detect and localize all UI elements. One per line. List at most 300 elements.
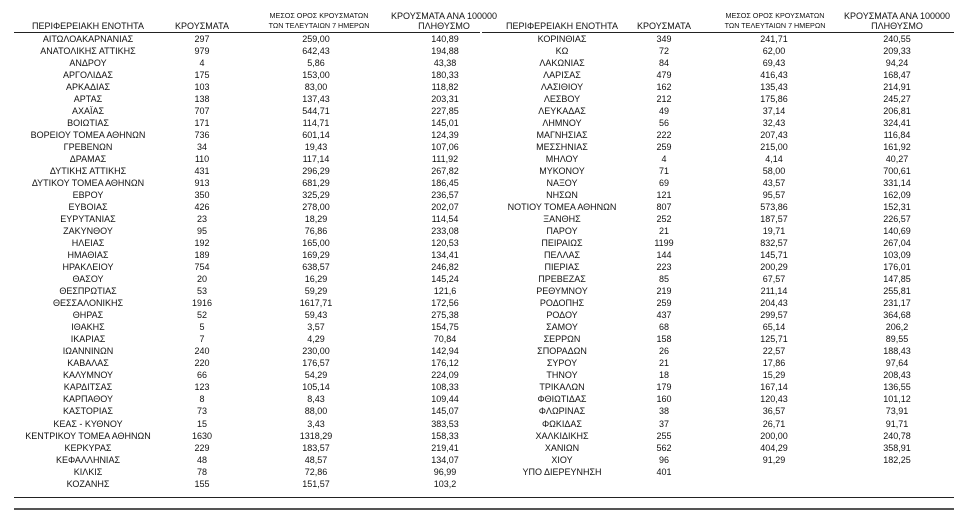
- header-avg-line1: ΜΕΣΟΣ ΟΡΟΣ ΚΡΟΥΣΜΑΤΩΝ: [269, 11, 369, 20]
- avg-7day-cell: 638,57: [302, 262, 330, 273]
- per-100k-cell: 91,71: [885, 418, 909, 429]
- cases-cell: 212: [656, 94, 672, 105]
- cases-cell: 96: [658, 454, 669, 465]
- table-row: [14, 430, 480, 442]
- per-100k-cell: 103,09: [883, 250, 911, 261]
- table-row: [14, 69, 480, 81]
- avg-7day-cell: 3,43: [307, 418, 325, 429]
- table-row: [482, 93, 954, 105]
- cases-cell: 807: [656, 202, 672, 213]
- avg-7day-cell: 15,29: [762, 370, 786, 381]
- per-100k-cell: 121,6: [433, 286, 457, 297]
- per-100k-cell: 208,43: [883, 370, 911, 381]
- region-name-cell: ΘΕΣΠΡΩΤΙΑΣ: [59, 286, 117, 297]
- per-100k-cell: 43,38: [433, 58, 457, 69]
- header-per-line2: ΠΛΗΘΥΣΜΟ: [871, 21, 923, 31]
- region-name-cell: ΦΛΩΡΙΝΑΣ: [538, 406, 586, 417]
- avg-7day-cell: 204,43: [760, 298, 788, 309]
- region-name-cell: ΑΡΚΑΔΙΑΣ: [65, 82, 111, 93]
- avg-7day-cell: 1617,71: [299, 298, 333, 309]
- table-row: [14, 285, 480, 297]
- region-name-cell: ΧΑΝΙΩΝ: [544, 442, 580, 453]
- per-100k-cell: 209,33: [883, 46, 911, 57]
- avg-7day-cell: 183,57: [302, 442, 330, 453]
- avg-7day-cell: 17,86: [762, 358, 786, 369]
- table-row: [14, 165, 480, 177]
- region-name-cell: ΔΡΑΜΑΣ: [69, 154, 107, 165]
- avg-7day-cell: 1318,29: [299, 430, 333, 441]
- left-table-header: [14, 0, 497, 33]
- avg-7day-cell: 176,57: [302, 358, 330, 369]
- region-name-cell: ΣΕΡΡΩΝ: [543, 334, 581, 345]
- table-row: [14, 321, 480, 333]
- region-name-cell: ΙΚΑΡΙΑΣ: [70, 334, 106, 345]
- avg-7day-cell: 22,57: [762, 346, 786, 357]
- table-row: [14, 393, 480, 405]
- per-100k-cell: 94,24: [885, 58, 909, 69]
- header-per-100k: [837, 11, 957, 31]
- table-row: [14, 189, 480, 201]
- avg-7day-cell: 642,43: [302, 46, 330, 57]
- avg-7day-cell: 72,86: [304, 466, 328, 477]
- table-row: [14, 57, 480, 69]
- table-row: [482, 393, 954, 405]
- per-100k-cell: 145,24: [431, 274, 459, 285]
- cases-cell: 171: [194, 118, 210, 129]
- per-100k-cell: 214,91: [883, 82, 911, 93]
- cases-cell: 8: [199, 394, 205, 405]
- avg-7day-cell: 76,86: [304, 226, 328, 237]
- table-row: [482, 454, 954, 466]
- cases-cell: 255: [656, 430, 672, 441]
- table-row: [482, 345, 954, 357]
- cases-cell: 707: [194, 106, 210, 117]
- table-row: [482, 81, 954, 93]
- region-name-cell: ΚΩ: [555, 46, 569, 57]
- avg-7day-cell: 37,14: [762, 106, 786, 117]
- avg-7day-cell: 241,71: [760, 34, 788, 44]
- region-name-cell: ΘΑΣΟΥ: [72, 274, 104, 285]
- region-name-cell: ΑΝΑΤΟΛΙΚΗΣ ΑΤΤΙΚΗΣ: [40, 46, 136, 57]
- per-100k-cell: 383,53: [431, 418, 459, 429]
- cases-cell: 223: [656, 262, 672, 273]
- per-100k-cell: 111,92: [431, 154, 459, 165]
- table-row: [14, 117, 480, 129]
- cases-cell: 222: [656, 130, 672, 141]
- avg-7day-cell: 200,29: [760, 262, 788, 273]
- per-100k-cell: 226,57: [883, 214, 911, 225]
- per-100k-cell: 331,14: [883, 178, 911, 189]
- per-100k-cell: 158,33: [431, 430, 459, 441]
- avg-7day-cell: 58,00: [762, 166, 786, 177]
- header-avg-line2: ΤΩΝ ΤΕΛΕΥΤΑΙΩΝ 7 ΗΜΕΡΩΝ: [268, 21, 370, 30]
- per-100k-cell: 206,81: [883, 106, 911, 117]
- header-cases: ΚΡΟΥΣΜΑΤΑ: [637, 21, 691, 31]
- avg-7day-cell: 59,29: [304, 286, 328, 297]
- region-name-cell: ΑΧΑΪΑΣ: [71, 106, 105, 117]
- avg-7day-cell: 88,00: [304, 406, 328, 417]
- header-avg: [264, 11, 374, 31]
- cases-cell: 18: [658, 370, 669, 381]
- avg-7day-cell: 681,29: [302, 178, 330, 189]
- region-name-cell: ΕΥΒΟΙΑΣ: [68, 202, 108, 213]
- cases-cell: 219: [656, 286, 672, 297]
- region-name-cell: ΚΑΣΤΟΡΙΑΣ: [63, 406, 113, 417]
- cases-cell: 4: [661, 154, 667, 165]
- region-name-cell: ΜΕΣΣΗΝΙΑΣ: [536, 142, 588, 153]
- cases-cell: 20: [196, 274, 207, 285]
- header-per-line1: ΚΡΟΥΣΜΑΤΑ ΑΝΑ 100000: [391, 11, 497, 21]
- per-100k-cell: 96,99: [433, 466, 457, 477]
- cases-cell: 736: [194, 130, 210, 141]
- avg-7day-cell: 67,57: [762, 274, 786, 285]
- region-name-cell: ΚΕΦΑΛΛΗΝΙΑΣ: [55, 454, 121, 465]
- region-name-cell: ΚΕΡΚΥΡΑΣ: [64, 442, 112, 453]
- table-row: [482, 285, 954, 297]
- cases-cell: 192: [194, 238, 210, 249]
- table-row: [14, 177, 480, 189]
- per-100k-cell: 182,25: [883, 454, 911, 465]
- cases-cell: 71: [658, 166, 669, 177]
- per-100k-cell: 219,41: [431, 442, 459, 453]
- table-row: [14, 297, 480, 309]
- table-row: [14, 93, 480, 105]
- avg-7day-cell: 125,71: [760, 334, 788, 345]
- avg-7day-cell: 832,57: [760, 238, 788, 249]
- cases-cell: 21: [658, 358, 669, 369]
- per-100k-cell: 40,27: [885, 154, 909, 165]
- region-name-cell: ΚΑΡΠΑΘΟΥ: [62, 394, 114, 405]
- avg-7day-cell: 135,43: [760, 82, 788, 93]
- per-100k-cell: 246,82: [431, 262, 459, 273]
- avg-7day-cell: 416,43: [760, 70, 788, 81]
- avg-7day-cell: 16,29: [304, 274, 328, 285]
- region-name-cell: ΣΥΡΟΥ: [546, 358, 578, 369]
- region-name-cell: ΜΥΚΟΝΟΥ: [539, 166, 585, 177]
- table-row: [482, 177, 954, 189]
- cases-cell: 479: [656, 70, 672, 81]
- per-100k-cell: 147,85: [883, 274, 911, 285]
- table-bottom-rule: [14, 497, 954, 498]
- table-row: [482, 321, 954, 333]
- cases-cell: 1916: [191, 298, 213, 309]
- per-100k-cell: 206,2: [885, 322, 909, 333]
- cases-cell: 189: [194, 250, 210, 261]
- per-100k-cell: 73,91: [885, 406, 909, 417]
- region-name-cell: ΑΡΓΟΛΙΔΑΣ: [63, 70, 113, 81]
- avg-7day-cell: 145,71: [760, 250, 788, 261]
- table-row: [482, 333, 954, 345]
- table-row: [14, 345, 480, 357]
- table-row: [14, 81, 480, 93]
- cases-cell: 37: [658, 418, 669, 429]
- avg-7day-cell: 19,71: [762, 226, 786, 237]
- avg-7day-cell: 48,57: [304, 454, 328, 465]
- header-cases: ΚΡΟΥΣΜΑΤΑ: [175, 21, 229, 31]
- per-100k-cell: 70,84: [433, 334, 457, 345]
- cases-cell: 426: [194, 202, 210, 213]
- cases-cell: 431: [194, 166, 210, 177]
- region-name-cell: ΧΑΛΚΙΔΙΚΗΣ: [535, 430, 589, 441]
- table-row: [482, 357, 954, 369]
- avg-7day-cell: 169,29: [302, 250, 330, 261]
- per-100k-cell: 203,31: [431, 94, 459, 105]
- cases-cell: 72: [658, 46, 669, 57]
- avg-7day-cell: 91,29: [762, 454, 786, 465]
- region-name-cell: ΖΑΚΥΝΘΟΥ: [63, 226, 113, 237]
- region-name-cell: ΥΠΟ ΔΙΕΡΕΥΝΗΣΗ: [522, 466, 602, 477]
- region-name-cell: ΠΕΛΛΑΣ: [543, 250, 581, 261]
- avg-7day-cell: 165,00: [302, 238, 330, 249]
- table-row: [14, 466, 480, 478]
- table-row: [482, 45, 954, 57]
- right-table-body: [482, 33, 954, 478]
- per-100k-cell: 97,64: [885, 358, 909, 369]
- cases-cell: 49: [658, 106, 669, 117]
- table-row: [14, 201, 480, 213]
- cases-cell: 78: [196, 466, 207, 477]
- table-row: [482, 117, 954, 129]
- cases-cell: 52: [196, 310, 207, 321]
- region-name-cell: ΛΗΜΝΟΥ: [542, 118, 582, 129]
- region-name-cell: ΛΑΚΩΝΙΑΣ: [539, 58, 585, 69]
- cases-cell: 297: [194, 34, 210, 44]
- cases-cell: 155: [194, 478, 210, 489]
- region-name-cell: ΚΕΑΣ - ΚΥΘΝΟΥ: [53, 418, 123, 429]
- cases-cell: 144: [656, 250, 672, 261]
- table-row: [482, 442, 954, 454]
- table-row: [14, 273, 480, 285]
- table-row: [482, 418, 954, 430]
- region-name-cell: ΚΟΡΙΝΘΙΑΣ: [537, 34, 587, 44]
- avg-7day-cell: 8,43: [307, 394, 325, 405]
- table-row: [14, 237, 480, 249]
- table-row: [482, 405, 954, 417]
- table-row: [14, 225, 480, 237]
- avg-7day-cell: 4,14: [765, 154, 783, 165]
- region-name-cell: ΣΑΜΟΥ: [546, 322, 578, 333]
- per-100k-cell: 224,09: [431, 370, 459, 381]
- avg-7day-cell: 325,29: [302, 190, 330, 201]
- cases-cell: 21: [658, 226, 669, 237]
- table-row: [482, 33, 954, 45]
- avg-7day-cell: 207,43: [760, 130, 788, 141]
- header-per-line1: ΚΡΟΥΣΜΑΤΑ ΑΝΑ 100000: [844, 11, 950, 21]
- table-row: [482, 105, 954, 117]
- avg-7day-cell: 69,43: [762, 58, 786, 69]
- right-table: [482, 0, 954, 478]
- cases-cell: 240: [194, 346, 210, 357]
- per-100k-cell: 124,39: [431, 130, 459, 141]
- cases-cell: 229: [194, 442, 210, 453]
- table-row: [482, 381, 954, 393]
- cases-cell: 160: [656, 394, 672, 405]
- cases-cell: 349: [656, 34, 672, 44]
- cases-cell: 38: [658, 406, 669, 417]
- per-100k-cell: 118,82: [431, 82, 459, 93]
- table-row: [482, 369, 954, 381]
- avg-7day-cell: 296,29: [302, 166, 330, 177]
- cases-cell: 252: [656, 214, 672, 225]
- cases-cell: 175: [194, 70, 210, 81]
- cases-cell: 84: [658, 58, 669, 69]
- table-row: [482, 153, 954, 165]
- cases-cell: 562: [656, 442, 672, 453]
- cases-cell: 121: [656, 190, 672, 201]
- table-row: [14, 418, 480, 430]
- avg-7day-cell: 259,00: [302, 34, 330, 44]
- avg-7day-cell: 278,00: [302, 202, 330, 213]
- avg-7day-cell: 120,43: [760, 394, 788, 405]
- avg-7day-cell: 3,57: [307, 322, 325, 333]
- per-100k-cell: 134,07: [431, 454, 459, 465]
- cases-cell: 913: [194, 178, 210, 189]
- per-100k-cell: 194,88: [431, 46, 459, 57]
- region-name-cell: ΡΕΘΥΜΝΟΥ: [536, 286, 588, 297]
- avg-7day-cell: 4,29: [307, 334, 325, 345]
- avg-7day-cell: 544,71: [302, 106, 330, 117]
- table-row: [14, 105, 480, 117]
- avg-7day-cell: 137,43: [302, 94, 330, 105]
- per-100k-cell: 255,81: [883, 286, 911, 297]
- cases-cell: 4: [199, 58, 205, 69]
- per-100k-cell: 145,07: [431, 406, 459, 417]
- region-name-cell: ΕΥΡΥΤΑΝΙΑΣ: [60, 214, 116, 225]
- region-name-cell: ΒΟΙΩΤΙΑΣ: [67, 118, 109, 129]
- avg-7day-cell: 299,57: [760, 310, 788, 321]
- header-avg-line1: ΜΕΣΟΣ ΟΡΟΣ ΚΡΟΥΣΜΑΤΩΝ: [725, 11, 825, 20]
- per-100k-cell: 114,54: [431, 214, 459, 225]
- table-row: [14, 129, 480, 141]
- header-avg-line2: ΤΩΝ ΤΕΛΕΥΤΑΙΩΝ 7 ΗΜΕΡΩΝ: [724, 21, 826, 30]
- per-100k-cell: 231,17: [883, 298, 911, 309]
- per-100k-cell: 236,57: [431, 190, 459, 201]
- per-100k-cell: 188,43: [883, 346, 911, 357]
- avg-7day-cell: 117,14: [302, 154, 330, 165]
- per-100k-cell: 324,41: [883, 118, 911, 129]
- avg-7day-cell: 83,00: [304, 82, 328, 93]
- cases-cell: 48: [196, 454, 207, 465]
- cases-cell: 68: [658, 322, 669, 333]
- avg-7day-cell: 167,14: [760, 382, 788, 393]
- region-name-cell: ΤΗΝΟΥ: [546, 370, 578, 381]
- table-row: [14, 405, 480, 417]
- table-row: [482, 237, 954, 249]
- cases-cell: 23: [196, 214, 207, 225]
- cases-cell: 158: [656, 334, 672, 345]
- per-100k-cell: 154,75: [431, 322, 459, 333]
- cases-cell: 259: [656, 298, 672, 309]
- table-row: [14, 369, 480, 381]
- avg-7day-cell: 230,00: [302, 346, 330, 357]
- per-100k-cell: 134,41: [431, 250, 459, 261]
- avg-7day-cell: 114,71: [302, 118, 330, 129]
- avg-7day-cell: 54,29: [304, 370, 328, 381]
- cases-cell: 754: [194, 262, 210, 273]
- table-row: [14, 357, 480, 369]
- cases-cell: 350: [194, 190, 210, 201]
- cases-cell: 15: [196, 418, 207, 429]
- region-name-cell: ΣΠΟΡΑΔΩΝ: [537, 346, 587, 357]
- table-row: [482, 249, 954, 261]
- table-row: [482, 430, 954, 442]
- per-100k-cell: 186,45: [431, 178, 459, 189]
- per-100k-cell: 240,55: [883, 34, 911, 44]
- per-100k-cell: 240,78: [883, 430, 911, 441]
- table-row: [14, 153, 480, 165]
- cases-cell: 69: [658, 178, 669, 189]
- region-name-cell: ΠΡΕΒΕΖΑΣ: [538, 274, 586, 285]
- per-100k-cell: 267,82: [431, 166, 459, 177]
- avg-7day-cell: 573,86: [760, 202, 788, 213]
- cases-cell: 162: [656, 82, 672, 93]
- region-name-cell: ΓΡΕΒΕΝΩΝ: [63, 142, 113, 153]
- avg-7day-cell: 18,29: [304, 214, 328, 225]
- table-row: [14, 45, 480, 57]
- table-row: [14, 249, 480, 261]
- cases-cell: 1199: [654, 238, 674, 249]
- per-100k-cell: 109,44: [431, 394, 459, 405]
- cases-cell: 95: [196, 226, 207, 237]
- avg-7day-cell: 211,14: [760, 286, 788, 297]
- cases-cell: 1630: [191, 430, 213, 441]
- avg-7day-cell: 32,43: [762, 118, 786, 129]
- region-name-cell: ΠΕΙΡΑΙΩΣ: [541, 238, 583, 249]
- avg-7day-cell: 601,14: [302, 130, 330, 141]
- per-100k-cell: 162,09: [883, 190, 911, 201]
- per-100k-cell: 136,55: [883, 382, 911, 393]
- per-100k-cell: 107,06: [431, 142, 459, 153]
- table-row: [482, 189, 954, 201]
- cases-cell: 66: [196, 370, 207, 381]
- per-100k-cell: 140,69: [883, 226, 911, 237]
- avg-7day-cell: 105,14: [302, 382, 330, 393]
- region-name-cell: ΚΙΛΚΙΣ: [73, 466, 103, 477]
- region-name-cell: ΜΗΛΟΥ: [545, 154, 579, 165]
- table-row: [14, 141, 480, 153]
- region-name-cell: ΗΜΑΘΙΑΣ: [67, 250, 109, 261]
- region-name-cell: ΚΕΝΤΡΙΚΟΥ ΤΟΜΕΑ ΑΘΗΝΩΝ: [25, 430, 151, 441]
- region-name-cell: ΗΛΕΙΑΣ: [71, 238, 105, 249]
- region-name-cell: ΔΥΤΙΚΟΥ ΤΟΜΕΑ ΑΘΗΝΩΝ: [31, 178, 145, 189]
- avg-7day-cell: 65,14: [762, 322, 786, 333]
- cases-cell: 103: [194, 82, 210, 93]
- cases-cell: 34: [196, 142, 207, 153]
- cases-cell: 437: [656, 310, 672, 321]
- region-name-cell: ΚΑΒΑΛΑΣ: [67, 358, 109, 369]
- per-100k-cell: 364,68: [883, 310, 911, 321]
- table-row: [14, 309, 480, 321]
- table-row: [482, 213, 954, 225]
- cases-cell: 7: [199, 334, 205, 345]
- region-name-cell: ΠΙΕΡΙΑΣ: [544, 262, 580, 273]
- table-row: [482, 165, 954, 177]
- cases-cell: 220: [194, 358, 210, 369]
- avg-7day-cell: 175,86: [760, 94, 788, 105]
- per-100k-cell: 172,56: [431, 298, 459, 309]
- table-row: [482, 309, 954, 321]
- left-table-body: [14, 33, 480, 490]
- header-region: ΠΕΡΙΦΕΡΕΙΑΚΗ ΕΝΟΤΗΤΑ: [505, 21, 619, 31]
- header-per-line2: ΠΛΗΘΥΣΜΟ: [418, 21, 470, 31]
- table-row: [14, 454, 480, 466]
- region-name-cell: ΙΘΑΚΗΣ: [71, 322, 105, 333]
- table-row: [482, 466, 954, 478]
- avg-7day-cell: 62,00: [762, 46, 786, 57]
- header-region: ΠΕΡΙΦΕΡΕΙΑΚΗ ΕΝΟΤΗΤΑ: [31, 21, 145, 31]
- region-name-cell: ΔΥΤΙΚΗΣ ΑΤΤΙΚΗΣ: [49, 166, 127, 177]
- region-name-cell: ΛΑΣΙΘΙΟΥ: [540, 82, 584, 93]
